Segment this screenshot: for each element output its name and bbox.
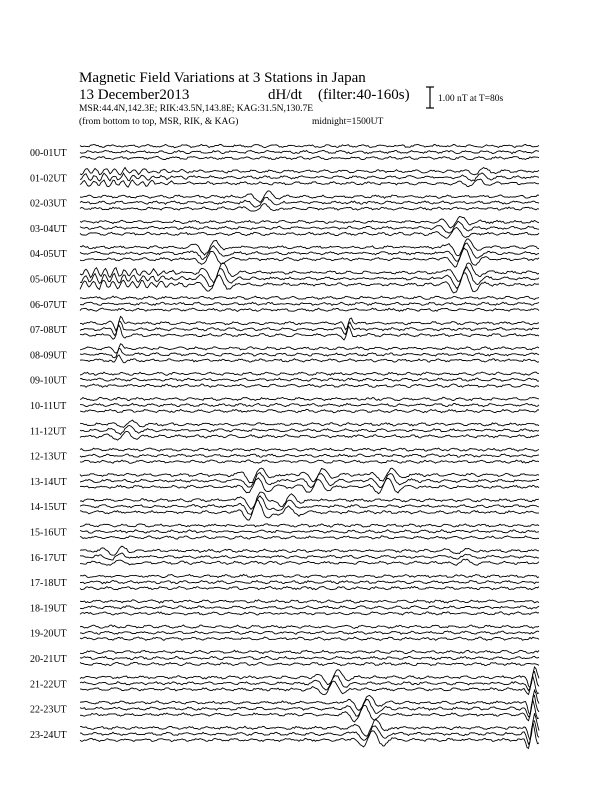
scale-bar-label: 1.00 nT at T=80s — [438, 94, 504, 104]
hour-label: 08-09UT — [30, 350, 67, 362]
trace-RIK — [80, 672, 539, 691]
hour-label: 00-01UT — [30, 148, 67, 159]
hour-label: 15-16UT — [30, 527, 67, 539]
hour-label: 01-02UT — [30, 173, 67, 185]
trace-MSR — [80, 273, 539, 293]
row-04-05UT — [30, 239, 539, 267]
row-16-17UT — [30, 546, 539, 565]
hour-label: 04-05UT — [30, 249, 67, 261]
trace-RIK — [80, 378, 539, 381]
hour-label: 14-15UT — [30, 502, 67, 514]
row-22-23UT — [30, 690, 539, 722]
trace-MSR — [80, 204, 539, 212]
hour-label: 18-19UT — [30, 603, 67, 615]
row-10-11UT — [30, 397, 539, 412]
row-23-24UT — [30, 713, 539, 748]
trace-KAG — [80, 344, 539, 353]
trace-MSR — [80, 325, 539, 340]
trace-RIK — [80, 631, 539, 634]
trace-MSR — [80, 431, 539, 440]
trace-MSR — [80, 586, 539, 589]
trace-RIK — [80, 302, 539, 305]
trace-RIK — [80, 150, 539, 153]
trace-KAG — [80, 420, 539, 427]
row-15-16UT — [30, 524, 539, 539]
row-20-21UT — [30, 650, 539, 665]
trace-KAG — [80, 524, 539, 527]
row-08-09UT — [30, 344, 539, 363]
hour-label: 16-17UT — [30, 552, 67, 564]
trace-MSR — [80, 460, 539, 463]
trace-MSR — [80, 559, 539, 565]
trace-RIK — [80, 426, 539, 435]
row-11-12UT — [30, 420, 539, 440]
trace-RIK — [80, 580, 539, 583]
hour-label: 05-06UT — [30, 274, 67, 286]
row-05-06UT — [30, 263, 539, 293]
trace-MSR — [80, 308, 539, 311]
trace-KAG — [80, 191, 539, 203]
trace-KAG — [80, 546, 539, 555]
trace-KAG — [80, 713, 539, 740]
date-label: 13 December2013 — [79, 87, 190, 103]
hour-label: 03-04UT — [30, 223, 67, 235]
row-01-02UT — [30, 168, 539, 188]
trace-KAG — [80, 574, 539, 577]
scale-bar — [426, 87, 434, 108]
stations-label: MSR:44.4N,142.3E; RIK:43.5N,143.8E; KAG:31.5N,130.7E — [79, 104, 314, 114]
row-03-04UT — [30, 217, 539, 239]
hour-label: 11-12UT — [30, 426, 67, 438]
trace-RIK — [80, 348, 539, 357]
row-13-14UT — [30, 468, 539, 494]
trace-KAG — [80, 448, 539, 451]
station-order-note: (from bottom to top, MSR, RIK, & KAG) — [79, 117, 239, 127]
trace-KAG — [80, 217, 539, 228]
quantity-label: dH/dt — [268, 87, 303, 103]
trace-RIK — [80, 721, 539, 744]
trace-KAG — [80, 625, 539, 628]
hour-label: 22-23UT — [30, 704, 67, 716]
hour-label: 21-22UT — [30, 679, 67, 691]
row-09-10UT — [30, 372, 539, 387]
trace-KAG — [80, 468, 539, 483]
trace-RIK — [80, 454, 539, 457]
trace-RIK — [80, 197, 539, 207]
hour-label: 17-18UT — [30, 578, 67, 590]
trace-KAG — [80, 144, 539, 147]
hour-label: 02-03UT — [30, 198, 67, 210]
trace-RIK — [80, 656, 539, 659]
trace-RIK — [80, 173, 539, 181]
row-07-08UT — [30, 316, 539, 340]
trace-MSR — [80, 384, 539, 387]
row-18-19UT — [30, 600, 539, 615]
trace-MSR — [80, 478, 539, 494]
hour-label: 13-14UT — [30, 476, 67, 488]
trace-MSR — [80, 637, 539, 640]
trace-KAG — [80, 667, 539, 688]
trace-KAG — [80, 397, 539, 400]
trace-RIK — [80, 530, 539, 533]
row-00-01UT — [30, 144, 539, 159]
trace-MSR — [80, 536, 539, 539]
hour-label: 23-24UT — [30, 729, 67, 741]
row-14-15UT — [30, 492, 539, 520]
trace-MSR — [80, 156, 539, 159]
row-06-07UT — [30, 296, 539, 311]
trace-KAG — [80, 690, 539, 715]
midnight-note: midnight=1500UT — [312, 117, 384, 127]
trace-MSR — [80, 409, 539, 412]
trace-KAG — [80, 296, 539, 299]
hour-label: 06-07UT — [30, 299, 67, 311]
hour-label: 07-08UT — [30, 325, 67, 337]
hour-label: 12-13UT — [30, 451, 67, 463]
row-17-18UT — [30, 574, 539, 589]
hour-label: 19-20UT — [30, 628, 67, 640]
filter-label: (filter:40-160s) — [318, 87, 410, 103]
chart-title: Magnetic Field Variations at 3 Stations in Japan — [79, 70, 366, 86]
trace-MSR — [80, 677, 539, 695]
trace-RIK — [80, 553, 539, 560]
row-21-22UT — [30, 667, 539, 695]
trace-KAG — [80, 168, 539, 176]
hour-label: 09-10UT — [30, 375, 67, 387]
trace-RIK — [80, 606, 539, 609]
row-19-20UT — [30, 625, 539, 640]
trace-RIK — [80, 403, 539, 406]
hour-label: 20-21UT — [30, 654, 67, 665]
trace-KAG — [80, 650, 539, 653]
trace-KAG — [80, 600, 539, 603]
row-02-03UT — [30, 191, 539, 211]
trace-MSR — [80, 723, 539, 749]
trace-MSR — [80, 612, 539, 615]
hour-label: 10-11UT — [30, 401, 67, 412]
row-12-13UT — [30, 448, 539, 463]
trace-MSR — [80, 500, 539, 520]
trace-KAG — [80, 372, 539, 375]
trace-rows — [30, 144, 539, 748]
trace-MSR — [80, 227, 539, 238]
trace-MSR — [80, 662, 539, 665]
